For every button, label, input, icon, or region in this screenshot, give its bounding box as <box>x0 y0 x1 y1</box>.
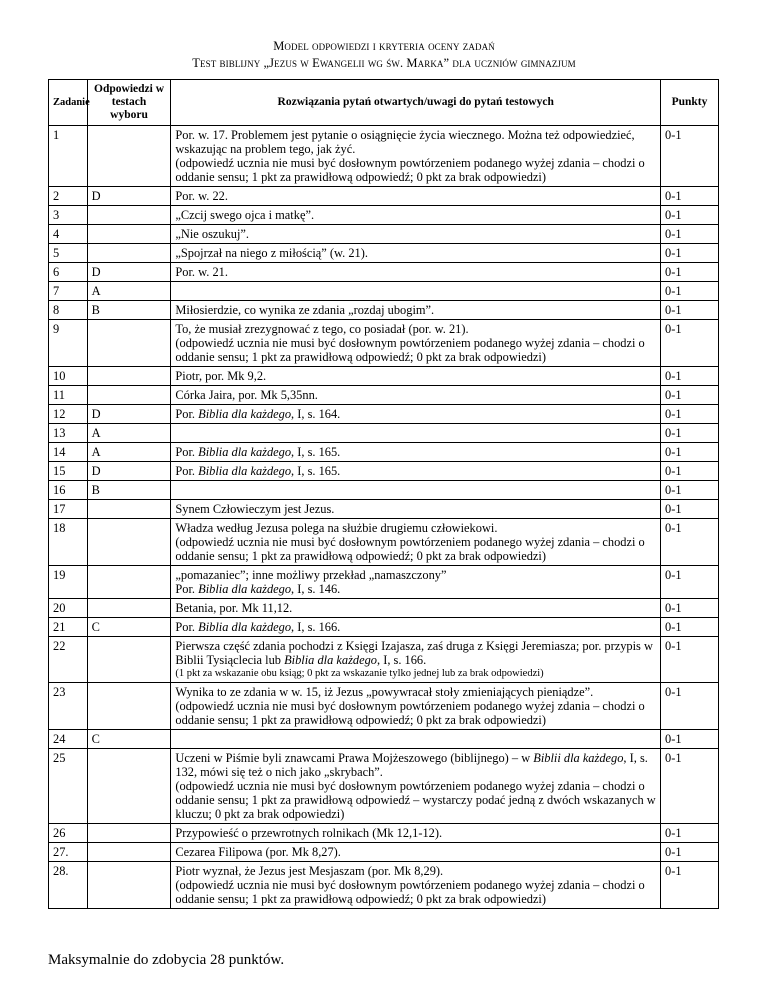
task-number: 7 <box>49 282 88 301</box>
book-title: Biblia dla każdego <box>198 464 292 478</box>
scoring-note: (odpowiedź ucznia nie musi być dosłownym powtórzeniem podanego wyżej zdania – chodzi o oddanie sensu; 1 pkt za prawidłową odpowiedź; 0 pkt za brak odpowiedzi) <box>175 878 645 906</box>
solution-cell <box>171 126 661 187</box>
solution-cell <box>171 599 661 618</box>
solution-cell <box>171 749 661 824</box>
solution-text: Por. w. 17. Problemem jest pytanie o osiągnięcie życia wiecznego. Można też odpowiedzieć, wskazując na problem tego, jak żyć. <box>175 128 635 156</box>
solution-cell <box>171 824 661 843</box>
solution-line <box>175 128 656 156</box>
table-row <box>49 244 719 263</box>
solution-cell <box>171 500 661 519</box>
citation-line <box>175 464 656 478</box>
task-number: 24 <box>49 730 88 749</box>
solution-text: Cezarea Filipowa (por. Mk 8,27). <box>175 845 341 859</box>
citation-prefix: Por. <box>175 620 199 634</box>
solution-cell <box>171 443 661 462</box>
points-value: 0-1 <box>661 730 719 749</box>
solution-cell <box>171 481 661 500</box>
table-body <box>49 126 719 909</box>
book-title: Biblia dla każdego <box>198 407 292 421</box>
task-number: 9 <box>49 320 88 367</box>
points-value: 0-1 <box>661 566 719 599</box>
header-solutions: Rozwiązania pytań otwartych/uwagi do pytań testowych <box>171 80 661 126</box>
table-row <box>49 730 719 749</box>
table-row <box>49 749 719 824</box>
solution-line <box>175 227 656 241</box>
max-points-note: Maksymalnie do zdobycia 28 punktów. <box>48 952 285 968</box>
table-row <box>49 282 719 301</box>
table-row <box>49 263 719 282</box>
solution-text: „pomazaniec”; inne możliwy przekład „namaszczony” <box>175 568 447 582</box>
solution-cell <box>171 637 661 683</box>
citation-line <box>175 407 656 421</box>
table-row <box>49 126 719 187</box>
table-row <box>49 862 719 909</box>
table-row <box>49 500 719 519</box>
answer-letter <box>87 637 171 683</box>
table-row <box>49 405 719 424</box>
citation-line <box>175 620 656 634</box>
citation-tail: , I, s. 166. <box>377 653 427 667</box>
table-row <box>49 566 719 599</box>
task-number: 16 <box>49 481 88 500</box>
points-value: 0-1 <box>661 405 719 424</box>
table-row <box>49 637 719 683</box>
task-number: 23 <box>49 683 88 730</box>
scoring-note: (odpowiedź ucznia nie musi być dosłownym powtórzeniem podanego wyżej zdania – chodzi o oddanie sensu; 1 pkt za prawidłową odpowiedź – wystarczy podać jedną z dwóch wskazanych w kluczu; 0 pkt za brak odpowiedzi) <box>175 779 656 821</box>
table-row <box>49 367 719 386</box>
points-value: 0-1 <box>661 862 719 909</box>
answer-letter <box>87 206 171 225</box>
solution-text: Władza według Jezusa polega na służbie drugiemu człowiekowi. <box>175 521 498 535</box>
points-value: 0-1 <box>661 519 719 566</box>
solution-text: Synem Człowieczym jest Jezus. <box>175 502 335 516</box>
points-value: 0-1 <box>661 443 719 462</box>
citation-tail: , I, s. 165. <box>291 445 341 459</box>
points-value: 0-1 <box>661 500 719 519</box>
solution-line <box>175 189 656 203</box>
points-value: 0-1 <box>661 749 719 824</box>
task-number: 13 <box>49 424 88 443</box>
points-value: 0-1 <box>661 367 719 386</box>
table-row <box>49 386 719 405</box>
task-number: 5 <box>49 244 88 263</box>
scoring-note: (1 pkt za wskazanie obu ksiąg; 0 pkt za wskazanie tylko jednej lub za brak odpowiedzi) <box>175 668 544 679</box>
table-row <box>49 618 719 637</box>
book-title: Biblia dla każdego <box>284 653 377 667</box>
points-value: 0-1 <box>661 320 719 367</box>
answer-letter <box>87 862 171 909</box>
answer-letter <box>87 500 171 519</box>
table-row <box>49 320 719 367</box>
task-number: 6 <box>49 263 88 282</box>
table-row <box>49 301 719 320</box>
points-value: 0-1 <box>661 618 719 637</box>
header-answers: Odpowiedzi w testach wyboru <box>87 80 171 126</box>
task-number: 25 <box>49 749 88 824</box>
answer-letter <box>87 843 171 862</box>
solution-line <box>175 303 656 317</box>
solution-cell <box>171 843 661 862</box>
answer-letter <box>87 244 171 263</box>
solution-cell <box>171 225 661 244</box>
points-value: 0-1 <box>661 244 719 263</box>
task-number: 11 <box>49 386 88 405</box>
task-number: 28. <box>49 862 88 909</box>
answer-letter <box>87 386 171 405</box>
solution-cell <box>171 282 661 301</box>
header-task: Zadanie <box>49 80 88 126</box>
points-value: 0-1 <box>661 225 719 244</box>
solution-line <box>175 246 656 260</box>
task-number: 12 <box>49 405 88 424</box>
answer-letter <box>87 367 171 386</box>
points-value: 0-1 <box>661 462 719 481</box>
answer-letter: A <box>87 282 171 301</box>
solution-text: „Nie oszukuj”. <box>175 227 250 241</box>
answer-letter: B <box>87 301 171 320</box>
table-row <box>49 187 719 206</box>
table-row <box>49 683 719 730</box>
answer-letter: D <box>87 187 171 206</box>
solution-text: Wynika to ze zdania w w. 15, iż Jezus „powywracał stoły zmieniających pieniądze”. <box>175 685 594 699</box>
solution-text: Piotr wyznał, że Jezus jest Mesjaszam (por. Mk 8,29). <box>175 864 444 878</box>
task-number: 15 <box>49 462 88 481</box>
points-value: 0-1 <box>661 637 719 683</box>
solution-line <box>175 568 656 582</box>
scoring-note: (odpowiedź ucznia nie musi być dosłownym powtórzeniem podanego wyżej zdania – chodzi o oddanie sensu; 1 pkt za prawidłową odpowiedź; 0 pkt za brak odpowiedzi) <box>175 336 645 364</box>
points-value: 0-1 <box>661 282 719 301</box>
solution-line <box>175 322 656 336</box>
points-value: 0-1 <box>661 187 719 206</box>
solution-line <box>175 601 656 615</box>
citation-tail: , I, s. 132, mówi się też o nich jako „skrybach”. <box>175 751 648 779</box>
table-row <box>49 599 719 618</box>
citation-prefix: Por. <box>175 582 199 596</box>
answer-letter <box>87 519 171 566</box>
solution-text: Piotr, por. Mk 9,2. <box>175 369 267 383</box>
task-number: 8 <box>49 301 88 320</box>
table-row <box>49 519 719 566</box>
task-number: 19 <box>49 566 88 599</box>
task-number: 27. <box>49 843 88 862</box>
citation-prefix: Por. <box>175 445 199 459</box>
answer-letter <box>87 126 171 187</box>
task-number: 20 <box>49 599 88 618</box>
solution-text: Pierwsza część zdania pochodzi z Księgi Izajasza, zaś druga z Księgi Jeremiasza; por. przypis w Biblii Tysiąclecia lub <box>175 639 653 667</box>
answer-letter <box>87 566 171 599</box>
solution-text: Betania, por. Mk 11,12. <box>175 601 293 615</box>
solution-line <box>175 751 656 779</box>
points-value: 0-1 <box>661 301 719 320</box>
solution-cell <box>171 263 661 282</box>
table-row <box>49 206 719 225</box>
answer-letter: D <box>87 263 171 282</box>
answer-letter: A <box>87 424 171 443</box>
solution-line <box>175 369 656 383</box>
solution-text: Uczeni w Piśmie byli znawcami Prawa Mojżeszowego (biblijnego) – w <box>175 751 534 765</box>
task-number: 26 <box>49 824 88 843</box>
task-number: 1 <box>49 126 88 187</box>
solution-text: Por. w. 22. <box>175 189 228 203</box>
solution-cell <box>171 187 661 206</box>
solution-text: Miłosierdzie, co wynika ze zdania „rozdaj ubogim”. <box>175 303 435 317</box>
answer-letter <box>87 320 171 367</box>
task-number: 18 <box>49 519 88 566</box>
answer-letter <box>87 824 171 843</box>
answer-letter <box>87 683 171 730</box>
points-value: 0-1 <box>661 683 719 730</box>
table-row <box>49 843 719 862</box>
citation-tail: , I, s. 165. <box>291 464 341 478</box>
answer-letter: C <box>87 730 171 749</box>
solution-cell <box>171 367 661 386</box>
solution-cell <box>171 730 661 749</box>
points-value: 0-1 <box>661 424 719 443</box>
task-number: 17 <box>49 500 88 519</box>
solution-text: Por. w. 21. <box>175 265 228 279</box>
solution-line <box>175 639 656 667</box>
answer-letter <box>87 225 171 244</box>
points-value: 0-1 <box>661 206 719 225</box>
answer-key-table <box>48 79 719 909</box>
solution-line <box>175 502 656 516</box>
book-title: Biblii dla każdego <box>533 751 624 765</box>
answer-letter: D <box>87 462 171 481</box>
task-number: 4 <box>49 225 88 244</box>
solution-cell <box>171 386 661 405</box>
points-value: 0-1 <box>661 599 719 618</box>
solution-text: Córka Jaira, por. Mk 5,35nn. <box>175 388 318 402</box>
solution-cell <box>171 618 661 637</box>
citation-line <box>175 445 656 459</box>
points-value: 0-1 <box>661 481 719 500</box>
solution-line <box>175 864 656 878</box>
table-row <box>49 225 719 244</box>
solution-cell <box>171 519 661 566</box>
task-number: 2 <box>49 187 88 206</box>
book-title: Biblia dla każdego <box>198 620 292 634</box>
solution-cell <box>171 301 661 320</box>
solution-text: „Spojrzał na niego z miłością” (w. 21). <box>175 246 368 260</box>
solution-line <box>175 265 656 279</box>
scoring-note: (odpowiedź ucznia nie musi być dosłownym powtórzeniem podanego wyżej zdania – chodzi o oddanie sensu; 1 pkt za prawidłową odpowiedź; 0 pkt za brak odpowiedzi) <box>175 699 645 727</box>
solution-cell <box>171 862 661 909</box>
points-value: 0-1 <box>661 386 719 405</box>
answer-letter <box>87 599 171 618</box>
table-row <box>49 443 719 462</box>
points-value: 0-1 <box>661 843 719 862</box>
solution-cell <box>171 566 661 599</box>
book-title: Biblia dla każdego <box>198 445 292 459</box>
solution-line <box>175 208 656 222</box>
header-points: Punkty <box>661 80 719 126</box>
solution-line <box>175 685 656 699</box>
solution-cell <box>171 206 661 225</box>
citation-tail: , I, s. 166. <box>291 620 341 634</box>
answer-letter: C <box>87 618 171 637</box>
solution-cell <box>171 462 661 481</box>
scoring-note: (odpowiedź ucznia nie musi być dosłownym powtórzeniem podanego wyżej zdania – chodzi o oddanie sensu; 1 pkt za prawidłową odpowiedź; 0 pkt za brak odpowiedzi) <box>175 535 645 563</box>
solution-line <box>175 826 656 840</box>
solution-line <box>175 845 656 859</box>
points-value: 0-1 <box>661 263 719 282</box>
answer-letter <box>87 749 171 824</box>
document-title: Model odpowiedzi i kryteria oceny zadań <box>273 39 495 53</box>
solution-line <box>175 521 656 535</box>
points-value: 0-1 <box>661 126 719 187</box>
task-number: 21 <box>49 618 88 637</box>
solution-text: To, że musiał zrezygnować z tego, co posiadał (por. w. 21). <box>175 322 469 336</box>
citation-tail: , I, s. 146. <box>291 582 341 596</box>
answer-letter: B <box>87 481 171 500</box>
solution-text: „Czcij swego ojca i matkę”. <box>175 208 315 222</box>
solution-cell <box>171 405 661 424</box>
solution-text: Przypowieść o przewrotnych rolnikach (Mk 12,1-12). <box>175 826 443 840</box>
task-number: 22 <box>49 637 88 683</box>
citation-tail: , I, s. 164. <box>291 407 341 421</box>
solution-cell <box>171 683 661 730</box>
answer-letter: A <box>87 443 171 462</box>
answer-letter: D <box>87 405 171 424</box>
task-number: 14 <box>49 443 88 462</box>
solution-cell <box>171 424 661 443</box>
points-value: 0-1 <box>661 824 719 843</box>
table-row <box>49 424 719 443</box>
document-subtitle: Test biblijny „Jezus w Ewangelii wg św. Marka” dla uczniów gimnazjum <box>192 56 576 70</box>
task-number: 10 <box>49 367 88 386</box>
solution-line <box>175 388 656 402</box>
solution-cell <box>171 244 661 263</box>
table-row <box>49 462 719 481</box>
citation-prefix: Por. <box>175 407 199 421</box>
citation-prefix: Por. <box>175 464 199 478</box>
table-row <box>49 481 719 500</box>
scoring-note: (odpowiedź ucznia nie musi być dosłownym powtórzeniem podanego wyżej zdania – chodzi o oddanie sensu; 1 pkt za prawidłową odpowiedź; 0 pkt za brak odpowiedzi) <box>175 156 645 184</box>
solution-cell <box>171 320 661 367</box>
task-number: 3 <box>49 206 88 225</box>
table-row <box>49 824 719 843</box>
citation-line <box>175 582 656 596</box>
book-title: Biblia dla każdego <box>198 582 292 596</box>
